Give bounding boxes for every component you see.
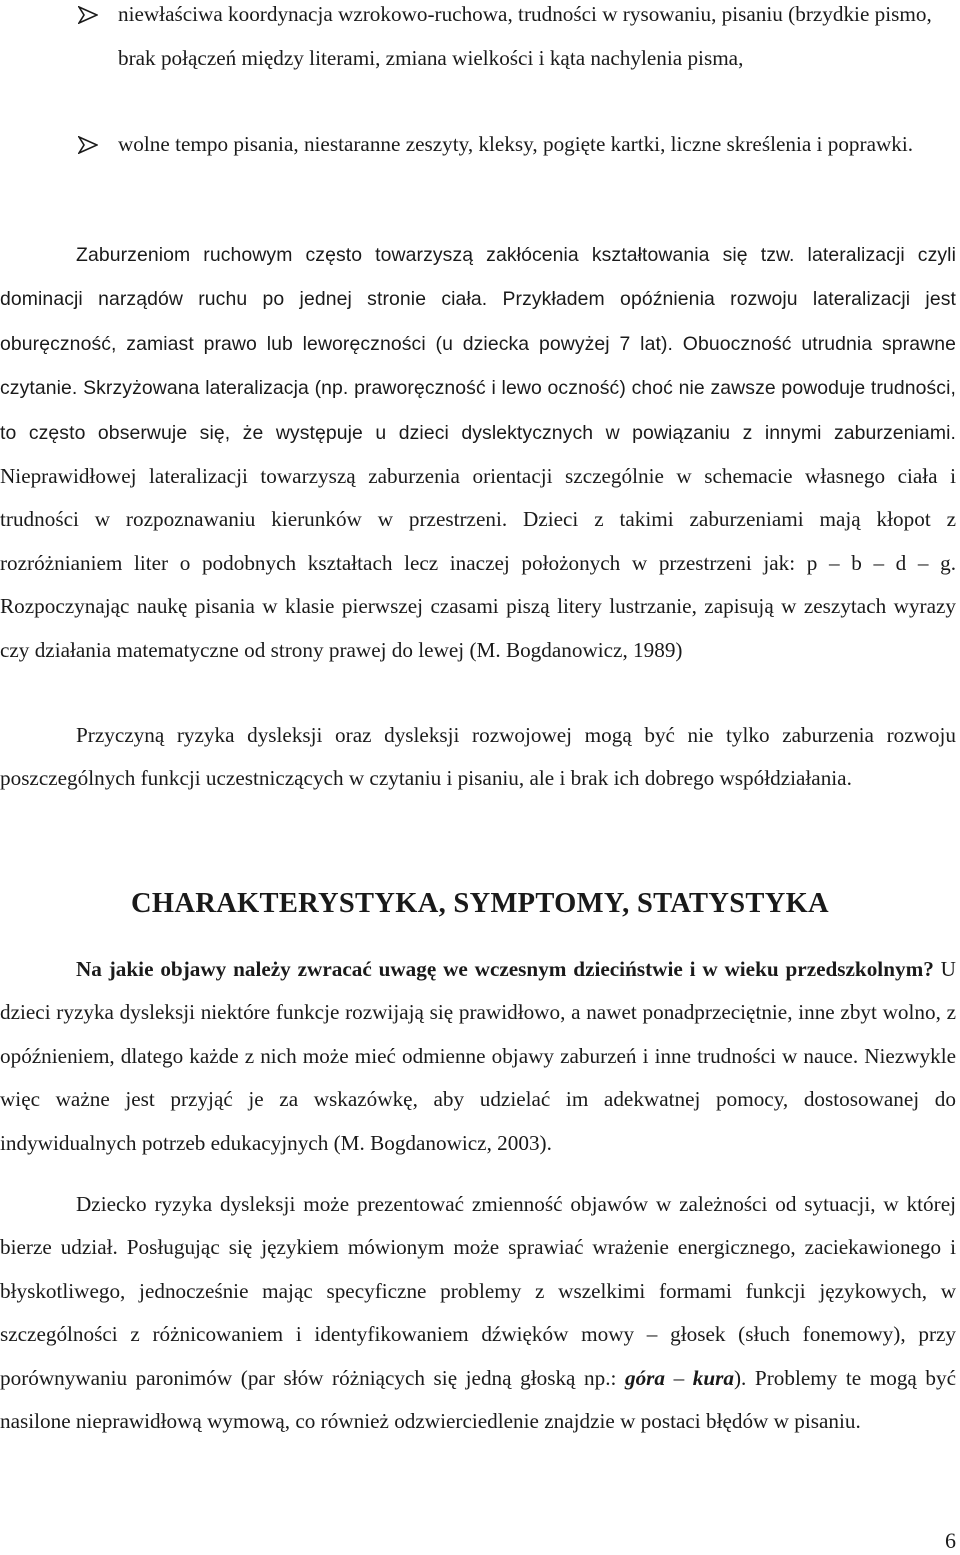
page-number: 6 <box>945 1528 956 1553</box>
paragraph-text: Dziecko ryzyka dysleksji może prezentować zmienność objawów w zależności od sytuacji, w której bierze udział. Posługując się językiem mówionym może sprawiać wrażenie energicznego, zaciekawionego i błyskotliwego, jednocześnie mając specyficzne problemy z wszelkimi formami funkcji językowych, w szczególności z różnicowaniem i identyfikowaniem dźwięków mowy – głosek (słuch fonemowy), przy porównywaniu paronimów (par słów różniących się jedną głoską np.: <box>0 1192 956 1390</box>
paragraph-text: Przyczyną ryzyka dysleksji oraz dysleksji rozwojowej mogą być nie tylko zaburzenia rozwoju poszczególnych funkcji uczestniczących w czytaniu i pisaniu, ale i brak ich dobrego współdziałania. <box>0 723 956 791</box>
arrow-bullet-icon <box>78 136 98 154</box>
bullet-text: niewłaściwa koordynacja wzrokowo-ruchowa, trudności w rysowaniu, pisaniu (brzydkie pismo, brak połączeń między literami, zmiana wielkości i kąta nachylenia pisma, <box>118 2 932 70</box>
example-word: kura <box>692 1365 734 1390</box>
section-heading: CHARAKTERYSTYKA, SYMPTOMY, STATYSTYKA <box>131 888 829 919</box>
paragraph-causes <box>0 714 956 801</box>
paragraph-symptoms <box>0 948 956 1165</box>
paragraph-text: ). Problemy te mogą być nasilone nieprawidłową wymową, co również odzwierciedlenie znajdzie w postaci błędów w pisaniu. <box>0 1365 956 1434</box>
paragraph-text: Nieprawidłowej lateralizacji towarzyszą zaburzenia orientacji szczególnie w schemacie własnego ciała i trudności w rozpoznawaniu kierunków w przestrzeni. Dzieci z takimi zaburzeniami mają kłopot z rozróżnianiem liter o podobnych kształtach lecz inaczej położonych w przestrzeni jak: p – b – d – g. Rozpoczynając naukę pisania w klasie pierwszej czasami piszą litery lustrzanie, zapisują w zeszytach wyrazy czy działania matematyczne od strony prawej do lewej (M. Bogdanowicz, 1989) <box>0 464 956 662</box>
dash-text: – <box>665 1365 693 1390</box>
question-text: Na jakie objawy należy zwracać uwagę we wczesnym dzieciństwie i w wieku przedszkolnym? <box>76 957 934 981</box>
paragraph-lateralization <box>0 233 956 672</box>
paragraph-text: Zaburzeniom ruchowym często towarzyszą zakłócenia kształtowania się tzw. lateralizacji czyli dominacji narządów ruchu po jednej stronie ciała. Przykładem opóźnienia rozwoju lateralizacji jest oburęczność, zamiast prawo lub leworęczności (u dziecka powyżej 7 lat). Obuoczność utrudnia sprawne czytanie. Skrzyżowana lateralizacja (np. praworęczność i lewo oczność) choć nie zawsze powoduje trudności, to często obserwuje się, że występuje u dzieci dyslektycznych w powiązaniu z innymi zaburzeniami. <box>0 244 956 444</box>
bullet-item <box>0 122 960 166</box>
paragraph-variability <box>0 1183 956 1443</box>
bullet-item <box>0 0 960 80</box>
arrow-bullet-icon <box>78 6 98 24</box>
paragraph-text: U dzieci ryzyka dysleksji niektóre funkcje rozwijają się prawidłowo, a nawet ponadprzeciętnie, inne zbyt wolno, z opóźnieniem, dlatego każde z nich może mieć odmienne objawy zaburzeń i inne trudności w nauce. Niezwykle więc ważne jest przyjąć je za wskazówkę, aby udzielać im adekwatnej pomocy, dostosowanej do indywidualnych potrzeb edukacyjnych (M. Bogdanowicz, 2003). <box>0 957 956 1155</box>
bullet-text: wolne tempo pisania, niestaranne zeszyty, kleksy, pogięte kartki, liczne skreślenia i poprawki. <box>118 132 914 156</box>
example-word: góra <box>624 1365 666 1390</box>
